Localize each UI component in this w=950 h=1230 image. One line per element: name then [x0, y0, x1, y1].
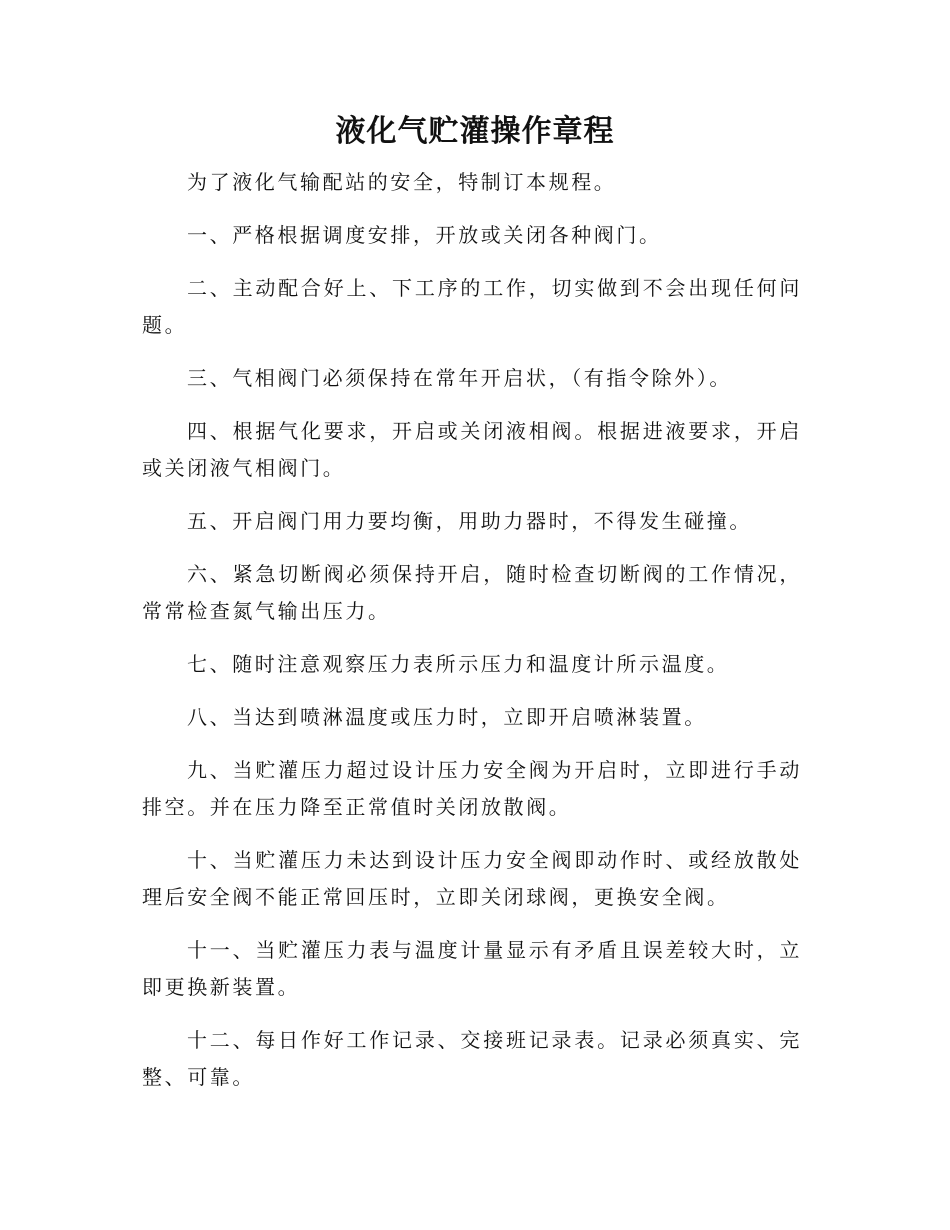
paragraph-rule-10: 十、当贮灌压力未达到设计压力安全阀即动作时、或经放散处理后安全阀不能正常回压时，立即关闭球阀，更换安全阀。	[142, 848, 802, 909]
paragraph-rule-5: 五、开启阀门用力要均衡，用助力器时，不得发生碰撞。	[187, 509, 752, 533]
document-body	[142, 164, 802, 1112]
paragraph-intro: 为了液化气输配站的安全，特制订本规程。	[187, 170, 617, 194]
paragraph-rule-2: 二、主动配合好上、下工序的工作，切实做到不会出现任何问题。	[142, 276, 802, 337]
paragraph-rule-8: 八、当达到喷淋温度或压力时，立即开启喷淋装置。	[187, 705, 707, 729]
document-title: 液化气贮灌操作章程	[335, 114, 615, 149]
paragraph-rule-7: 七、随时注意观察压力表所示压力和温度计所示温度。	[187, 652, 730, 676]
paragraph-rule-11: 十一、当贮灌压力表与温度计量显示有矛盾且误差较大时，立即更换新装置。	[142, 938, 802, 999]
paragraph-rule-4: 四、根据气化要求，开启或关闭液相阀。根据进液要求，开启或关闭液气相阀门。	[142, 419, 802, 480]
paragraph-rule-3: 三、气相阀门必须保持在常年开启状，（有指令除外）。	[187, 366, 732, 390]
paragraph-rule-6: 六、紧急切断阀必须保持开启，随时检查切断阀的工作情况，常常检查氮气输出压力。	[142, 562, 802, 623]
paragraph-rule-9: 九、当贮灌压力超过设计压力安全阀为开启时，立即进行手动排空。并在压力降至正常值时关闭放散阀。	[142, 758, 802, 819]
paragraph-rule-12: 十二、每日作好工作记录、交接班记录表。记录必须真实、完整、可靠。	[142, 1028, 802, 1089]
paragraph-rule-1: 一、严格根据调度安排，开放或关闭各种阀门。	[187, 223, 662, 247]
